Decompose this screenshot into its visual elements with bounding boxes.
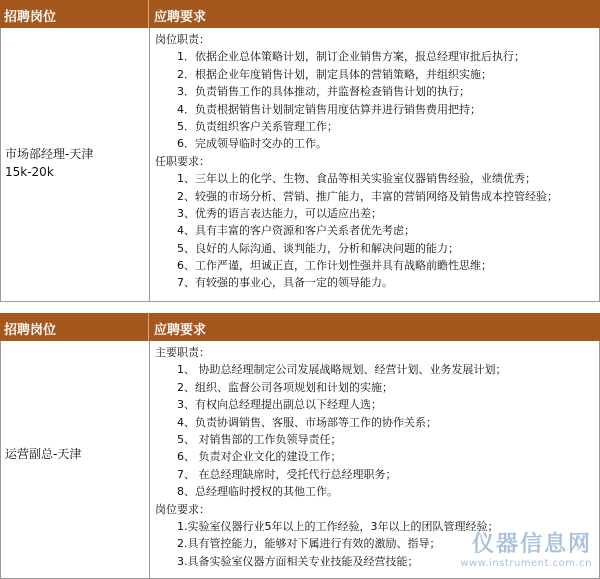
header-position: 招聘岗位 <box>4 323 57 338</box>
table-body <box>0 28 600 302</box>
list-item: 3、优秀的语言表达能力，可以适应出差； <box>177 206 382 220</box>
column-divider <box>149 341 150 578</box>
list-item: 4、具有丰富的客户资源和客户关系者优先考虑； <box>177 224 415 238</box>
list-item: 6．完成领导临时交办的工作。 <box>177 137 327 151</box>
list-item: 6、工作严谨，坦诚正直，工作计划性强并具有战略前瞻性思维； <box>177 259 492 273</box>
list-item: 2、较强的市场分析、营销、推广能力，丰富的营销网络及销售成本控管经验； <box>177 189 558 203</box>
header-requirements: 应聘要求 <box>154 323 207 338</box>
list-item: 5．负责组织客户关系管理工作； <box>177 119 338 133</box>
section-title: 主要职责： <box>155 346 210 359</box>
watermark-logo <box>460 527 592 569</box>
position-cell <box>5 445 81 463</box>
list-item: 4．负责根据销售计划制定销售用度估算并进行销售费用把持； <box>177 102 481 116</box>
position-title: 运营副总-天津 <box>5 447 82 461</box>
list-item: 1.实验室仪器行业5年以上的工作经验，3年以上的团队管理经验； <box>177 519 499 533</box>
position-cell <box>5 145 93 181</box>
section-title: 任职要求： <box>155 154 210 168</box>
header-requirements: 应聘要求 <box>154 10 207 25</box>
list-item: 2、组织、监督公司各项规划和计划的实施； <box>177 380 393 394</box>
list-item: 2．根据企业年度销售计划，制定具体的营销策略，并组织实施； <box>177 67 492 81</box>
table-header <box>0 313 600 341</box>
list-item: 1、 协助总经理制定公司发展战略规划、经营计划、业务发展计划； <box>177 363 507 377</box>
requirements-cell <box>155 31 595 292</box>
list-item: 3.具备实验室仪器方面相关专业技能及经营技能； <box>177 554 419 568</box>
list-item: 7、有较强的事业心，具备一定的领导能力。 <box>177 276 393 290</box>
list-item: 4、负责协调销售、客服、市场部等工作的协作关系； <box>177 415 437 429</box>
list-item: 7、 在总经理缺席时，受托代行总经理职务； <box>177 467 397 481</box>
list-item: 5、 对销售部的工作负领导责任； <box>177 432 342 446</box>
list-item: 1．依据企业总体策略计划，制订企业销售方案，报总经理审批后执行； <box>177 50 525 64</box>
list-item: 3．负责销售工作的具体推动，并监督检查销售计划的执行； <box>177 85 470 99</box>
position-title: 市场部经理-天津 <box>5 147 94 161</box>
header-position: 招聘岗位 <box>4 10 57 25</box>
header-divider <box>148 313 149 341</box>
list-item: 3、有权向总经理提出副总以下经理人选； <box>177 398 382 412</box>
table-header <box>0 0 600 28</box>
list-item: 1、三年以上的化学、生物、食品等相关实验室仪器销售经验，业绩优秀； <box>177 172 536 186</box>
section-title: 岗位职责： <box>155 33 210 46</box>
list-item: 8、总经理临时授权的其他工作。 <box>177 485 338 499</box>
list-item: 5、良好的人际沟通、谈判能力，分析和解决问题的能力； <box>177 241 459 255</box>
watermark-cn: 仪器信息网 <box>471 532 592 557</box>
header-divider <box>148 0 149 28</box>
section-title: 岗位要求： <box>155 502 210 516</box>
column-divider <box>149 28 150 301</box>
position-salary: 15k-20k <box>5 165 54 179</box>
list-item: 6、 负责对企业文化的建设工作； <box>177 450 342 464</box>
watermark-en: www.instrument.com.cn <box>460 558 592 569</box>
list-item: 2.具有管控能力，能够对下属进行有效的激励、指导； <box>177 537 441 551</box>
